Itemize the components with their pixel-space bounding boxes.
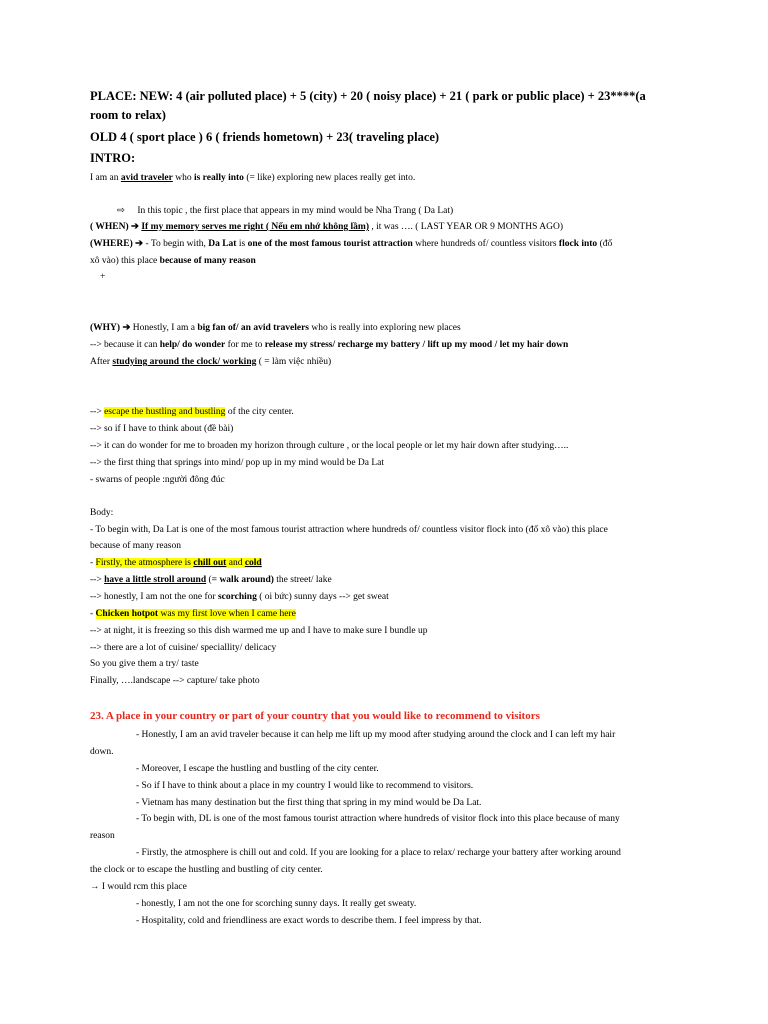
s23-line-3: - So if I have to think about a place in my country I would like to recommend to visitors. xyxy=(136,781,474,791)
highlighted-text xyxy=(96,609,296,619)
text: release my stress/ recharge my battery / lift up my mood / let my hair down xyxy=(264,340,569,350)
text: was my first love when I came here xyxy=(158,609,296,619)
text: I am an xyxy=(90,173,121,183)
s23-line-9: - Hospitality, cold and friendliness are exact words to describe them. I feel impress by that. xyxy=(136,916,482,926)
text: ( xyxy=(206,575,212,585)
text: --> because it can xyxy=(90,340,160,350)
s23-line-6: - Firstly, the atmosphere is chill out and cold. If you are looking for a place to relax/ recharge your battery after working around xyxy=(136,848,621,858)
text: --> xyxy=(90,407,105,417)
text: - To begin with, xyxy=(143,239,209,249)
text: - xyxy=(90,609,96,619)
where-line-cont xyxy=(90,255,256,267)
why-line xyxy=(90,322,461,334)
note-line-4: --> the first thing that springs into mind/ pop up in my mind would be Da Lat xyxy=(90,458,385,468)
body-line-5 xyxy=(90,608,296,620)
body-line-3 xyxy=(90,574,332,586)
why-label: (WHY) ➔ xyxy=(90,323,133,333)
after-line xyxy=(90,356,331,368)
text: have a little stroll around xyxy=(104,575,207,585)
text: who is really into exploring new places xyxy=(308,323,461,333)
body-line-6: --> at night, it is freezing so this dish warmed me up and I have to make sure I bundle up xyxy=(90,626,428,636)
text: because of many reason xyxy=(159,256,256,266)
place-new-continuation: room to relax) xyxy=(90,108,166,122)
s23-line-2: - Moreover, I escape the hustling and bustling of the city center. xyxy=(136,764,379,774)
text: for me to xyxy=(225,340,265,350)
s23-line-8: - honestly, I am not the one for scorching sunny days. It really get sweaty. xyxy=(136,899,417,909)
body-line-9: Finally, ….landscape --> capture/ take photo xyxy=(90,676,260,686)
help-line xyxy=(90,339,568,351)
text: where hundreds of/ countless visitors xyxy=(412,239,559,249)
s23-line-5: - To begin with, DL is one of the most famous tourist attraction where hundreds of visitor flock into this place because of many xyxy=(136,814,620,824)
s23-line-5-cont: reason xyxy=(90,831,115,841)
note-line-2: --> so if I have to think about (đề bài) xyxy=(90,424,234,434)
place-new-line: PLACE: NEW: 4 (air polluted place) + 5 (city) + 20 ( noisy place) + 21 ( park or public place) + 23****(a xyxy=(90,89,646,103)
s23-line-6-cont: the clock or to escape the hustling and bustling of city center. xyxy=(90,865,323,875)
where-line xyxy=(90,238,612,250)
text: --> xyxy=(90,575,105,585)
text: In this topic , the first place that appears in my mind would be Nha Trang ( Da Lat) xyxy=(137,206,454,216)
note-line-3: --> it can do wonder for me to broaden my horizon through culture , or the local people or let my hair down after studying….. xyxy=(90,441,569,451)
plus-bullet: + xyxy=(100,272,106,282)
text: is xyxy=(236,239,248,249)
text: who xyxy=(172,173,194,183)
intro-heading: INTRO: xyxy=(90,151,136,165)
text: is really into xyxy=(193,173,244,183)
text: big fan of/ an avid travelers xyxy=(197,323,309,333)
text: , it was …. ( LAST YEAR OR 9 MONTHS AGO) xyxy=(369,222,563,232)
when-label: ( WHEN) ➔ xyxy=(90,222,142,232)
body-line-8: So you give them a try/ taste xyxy=(90,659,199,669)
note-line-1 xyxy=(90,406,294,418)
text: ( oi bức) sunny days --> get sweat xyxy=(256,592,389,602)
text: Firstly, the atmosphere is xyxy=(95,558,194,568)
intro-line-2 xyxy=(117,205,453,217)
text: and xyxy=(226,558,245,568)
text: --> honestly, I am not the one for xyxy=(90,592,218,602)
s23-line-1-cont: down. xyxy=(90,747,114,757)
s23-line-4: - Vietnam has many destination but the first thing that spring in my mind would be Da Lat. xyxy=(136,798,482,808)
text: the street/ lake xyxy=(273,575,332,585)
body-line-2: - Firstly, the atmosphere is chill out and cold xyxy=(90,558,262,568)
text: ( = làm việc nhiều) xyxy=(256,357,332,367)
text: (đổ xyxy=(597,239,613,249)
body-line-4 xyxy=(90,591,389,603)
text: Da Lat xyxy=(208,239,237,249)
text: avid traveler xyxy=(120,173,173,183)
highlighted-text xyxy=(96,558,262,568)
text: help/ do wonder xyxy=(159,340,226,350)
text: one of the most famous tourist attraction xyxy=(247,239,413,249)
body-line-1: - To begin with, Da Lat is one of the most famous tourist attraction where hundreds of/ countless visitor flock into (đổ xô vào) this place xyxy=(90,525,608,535)
note-line-5: - swarns of people :người đông đúc xyxy=(90,475,225,485)
where-label: (WHERE) ➔ xyxy=(90,239,144,249)
text: (= like) exploring new places really get into. xyxy=(243,173,416,183)
text: studying around the clock/ working xyxy=(112,357,257,367)
text: If my memory serves me right ( Nếu em nhớ không lầm) xyxy=(141,222,370,232)
body-line-7: --> there are a lot of cuisine/ speciallity/ delicacy xyxy=(90,643,277,653)
text: xô vào) this place xyxy=(90,256,160,266)
text: Chicken hotpot xyxy=(95,609,159,619)
text: After xyxy=(90,357,113,367)
when-line xyxy=(90,221,563,233)
s23-line-1: - Honestly, I am an avid traveler because it can help me lift up my mood after studying around the clock and I can left my hair xyxy=(136,730,616,740)
s23-line-7: → I would rcm this place xyxy=(90,882,187,892)
text: of the city center. xyxy=(225,407,294,417)
arrow-icon: ⇨ xyxy=(117,206,125,216)
body-line-1-cont: because of many reason xyxy=(90,541,182,551)
text: cold xyxy=(244,558,262,568)
text: chill out xyxy=(193,558,227,568)
text: flock into xyxy=(558,239,598,249)
section-23-title: 23. A place in your country or part of your country that you would like to recommend to visitors xyxy=(90,710,540,722)
place-old-line: OLD 4 ( sport place ) 6 ( friends hometown) + 23( traveling place) xyxy=(90,130,440,144)
highlighted-text: escape the hustling and bustling xyxy=(104,407,226,417)
body-heading: Body: xyxy=(90,508,114,518)
text: scorching xyxy=(217,592,257,602)
text: = walk around) xyxy=(211,575,274,585)
intro-line-1 xyxy=(90,172,415,184)
text: Honestly, I am a xyxy=(132,323,198,333)
